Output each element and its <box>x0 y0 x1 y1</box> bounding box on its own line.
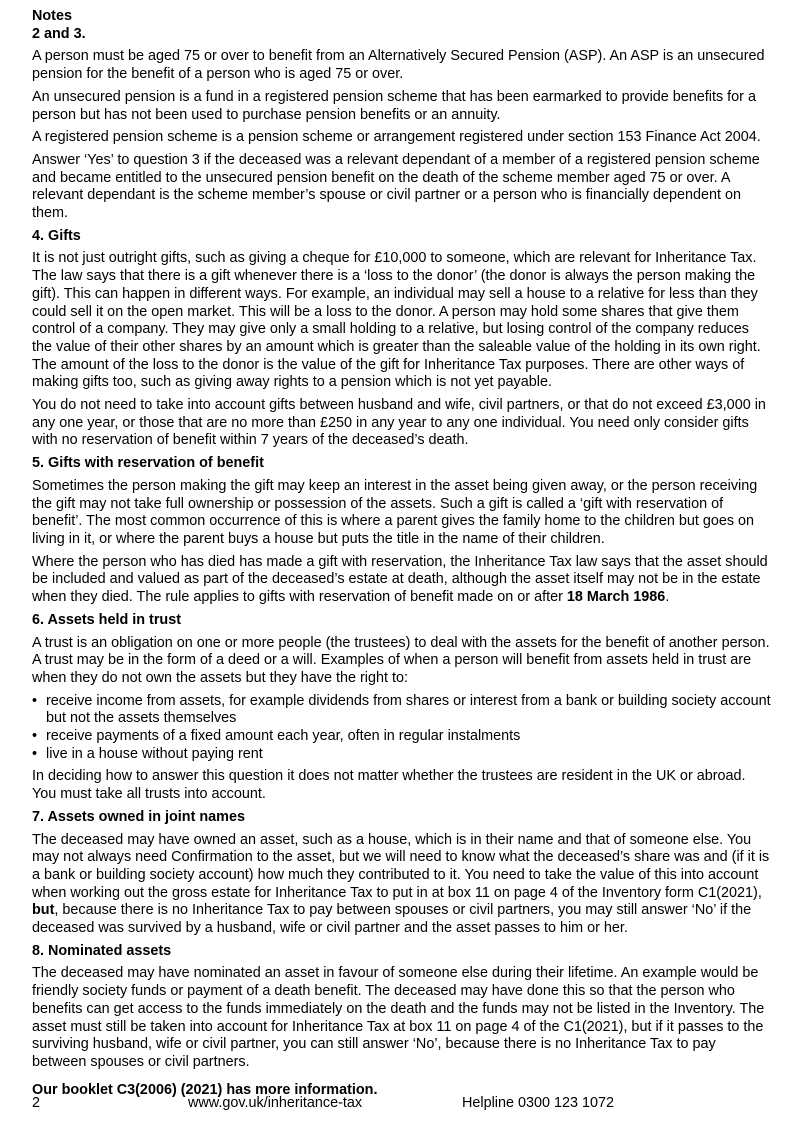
section-7-para-end: , because there is no Inheritance Tax to pay between spouses or civil partners, you may still answer ‘No’ if the deceased was survived by a husband, wife or civil partner and the asset passes to him or her. <box>32 902 752 937</box>
page-title: Notes <box>32 8 72 24</box>
page-number: 2 <box>32 1095 41 1111</box>
more-info-note: Our booklet C3(2006) (2021) has more information. <box>32 1081 378 1098</box>
section-6-para: A trust is an obligation on one or more people (the trustees) to deal with the assets for the benefit of another person. A trust may be in the form of a deed or a will. Examples of when a person will benefit from assets held in trust are when they do not own the assets but they have the right to: <box>32 634 770 686</box>
notes-page <box>32 8 772 1099</box>
section-5-para <box>32 554 772 607</box>
list-item: • receive income from assets, for example dividends from shares or interest from a bank or building society account but not the assets themselves <box>32 693 772 728</box>
section-8 <box>32 943 772 1072</box>
list-item: • live in a house without paying rent <box>32 746 772 764</box>
section-6 <box>32 612 772 804</box>
section-2-3-heading: 2 and 3. <box>32 25 86 42</box>
website-link[interactable]: www.gov.uk/inheritance-tax <box>188 1095 363 1111</box>
section-5 <box>32 455 772 607</box>
section-2-3-para: Answer ‘Yes’ to question 3 if the deceased was a relevant dependant of a member of a registered pension scheme and became entitled to the unsecured pension benefit on the death of the scheme member aged 75 or over. A relevant dependant is the scheme member’s spouse or civil partner or a person who is financially dependent on them. <box>32 151 760 222</box>
section-8-heading: 8. Nominated assets <box>32 942 172 959</box>
section-5-para2-start: Where the person who has died has made a gift with reservation, the Inheritance Tax law says that the asset should be included and valued as part of the deceased’s estate at death, although the asset itself may not be in the estate when they died. The rule applies to gifts with reservation of benefit made on or after <box>32 553 768 606</box>
section-6-para: In deciding how to answer this question it does not matter whether the trustees are resident in the UK or abroad. You must take all trusts into account. <box>32 768 746 803</box>
section-5-date: 18 March 1986 <box>566 589 666 606</box>
section-6-heading: 6. Assets held in trust <box>32 611 182 628</box>
list-item: • receive payments of a fixed amount each year, often in regular instalments <box>32 728 772 746</box>
section-7-para-start: The deceased may have owned an asset, such as a house, which is in their name and that of someone else. You may not always need Confirmation to the asset, but we will need to know what the deceased’s share was and (if it is a bank or building society account) how much they contributed to it. You need to take the value of this into account when working out the gross estate for Inheritance Tax to put in at box 11 on page 4 of the Inventory form C1(2021), <box>32 831 770 901</box>
section-5-heading: 5. Gifts with reservation of benefit <box>32 455 264 472</box>
section-2-3 <box>32 26 772 223</box>
section-7-but: but <box>32 902 55 919</box>
section-4 <box>32 228 772 450</box>
section-6-bullet-list <box>32 693 772 764</box>
section-8-para: The deceased may have nominated an asset in favour of someone else during their lifetime. An example would be friendly society funds or payment of a death benefit. The deceased may have done this so that the person who benefits can get access to the funds immediately on the death and the funds may not be listed in the Inventory. The asset must still be taken into account for Inheritance Tax at box 11 on page 4 of the C1(2021), but if it passes to the surviving husband, wife or civil partner, you can still answer ‘No’, because there is no Inheritance Tax to pay between spouses or civil partners. <box>32 965 765 1070</box>
section-4-heading: 4. Gifts <box>32 227 81 244</box>
section-5-para: Sometimes the person making the gift may keep an interest in the asset being given away, or the person receiving the gift may not take full ownership or possession of the assets. Such a gift is called a ‘gift with reservation of benefit’. The most common occurrence of this is where a parent gives the family home to the children but goes on living in it, or where the parent buys a house but puts the title in the name of their children. <box>32 477 758 547</box>
section-7-para <box>32 832 772 938</box>
section-2-3-para: A registered pension scheme is a pension scheme or arrangement registered under section 153 Finance Act 2004. <box>32 129 761 146</box>
section-5-para2-end: . <box>665 589 670 606</box>
helpline-number: Helpline 0300 123 1072 <box>462 1095 615 1111</box>
page-footer <box>32 1095 772 1115</box>
section-4-para: It is not just outright gifts, such as giving a cheque for £10,000 to someone, which are relevant for Inheritance Tax. The law says that there is a gift whenever there is a ‘loss to the donor’ (the donor is always the person making the gift). This can happen in different ways. For example, an individual may sell a house to a relative for less than they could sell it on the open market. This will be a loss to the donor. A person may hold some shares that give them control of a company. They may give only a small holding to a relative, but losing control of the company reduces the value of their other shares by an amount which is greater than the saleable value of the holding in its own right. The amount of the loss to the donor is the value of the gift for Inheritance Tax purposes. There are other ways of making gifts too, such as giving away rights to a pension which is not yet payable. <box>32 250 761 391</box>
section-4-para: You do not need to take into account gifts between husband and wife, civil partners, or that do not exceed £3,000 in any one year, or those that are no more than £250 in any year to any one individual. You need only consider gifts with no reservation of benefit within 7 years of the deceased’s death. <box>32 397 766 449</box>
section-7-heading: 7. Assets owned in joint names <box>32 808 245 825</box>
section-2-3-para: An unsecured pension is a fund in a registered pension scheme that has been earmarked to provide benefits for a person but has not been used to purchase pension benefits or an annuity. <box>32 88 756 123</box>
section-2-3-para: A person must be aged 75 or over to benefit from an Alternatively Secured Pension (ASP). An ASP is an unsecured pension for the benefit of a person who is aged 75 or over. <box>32 48 765 83</box>
section-7 <box>32 809 772 938</box>
